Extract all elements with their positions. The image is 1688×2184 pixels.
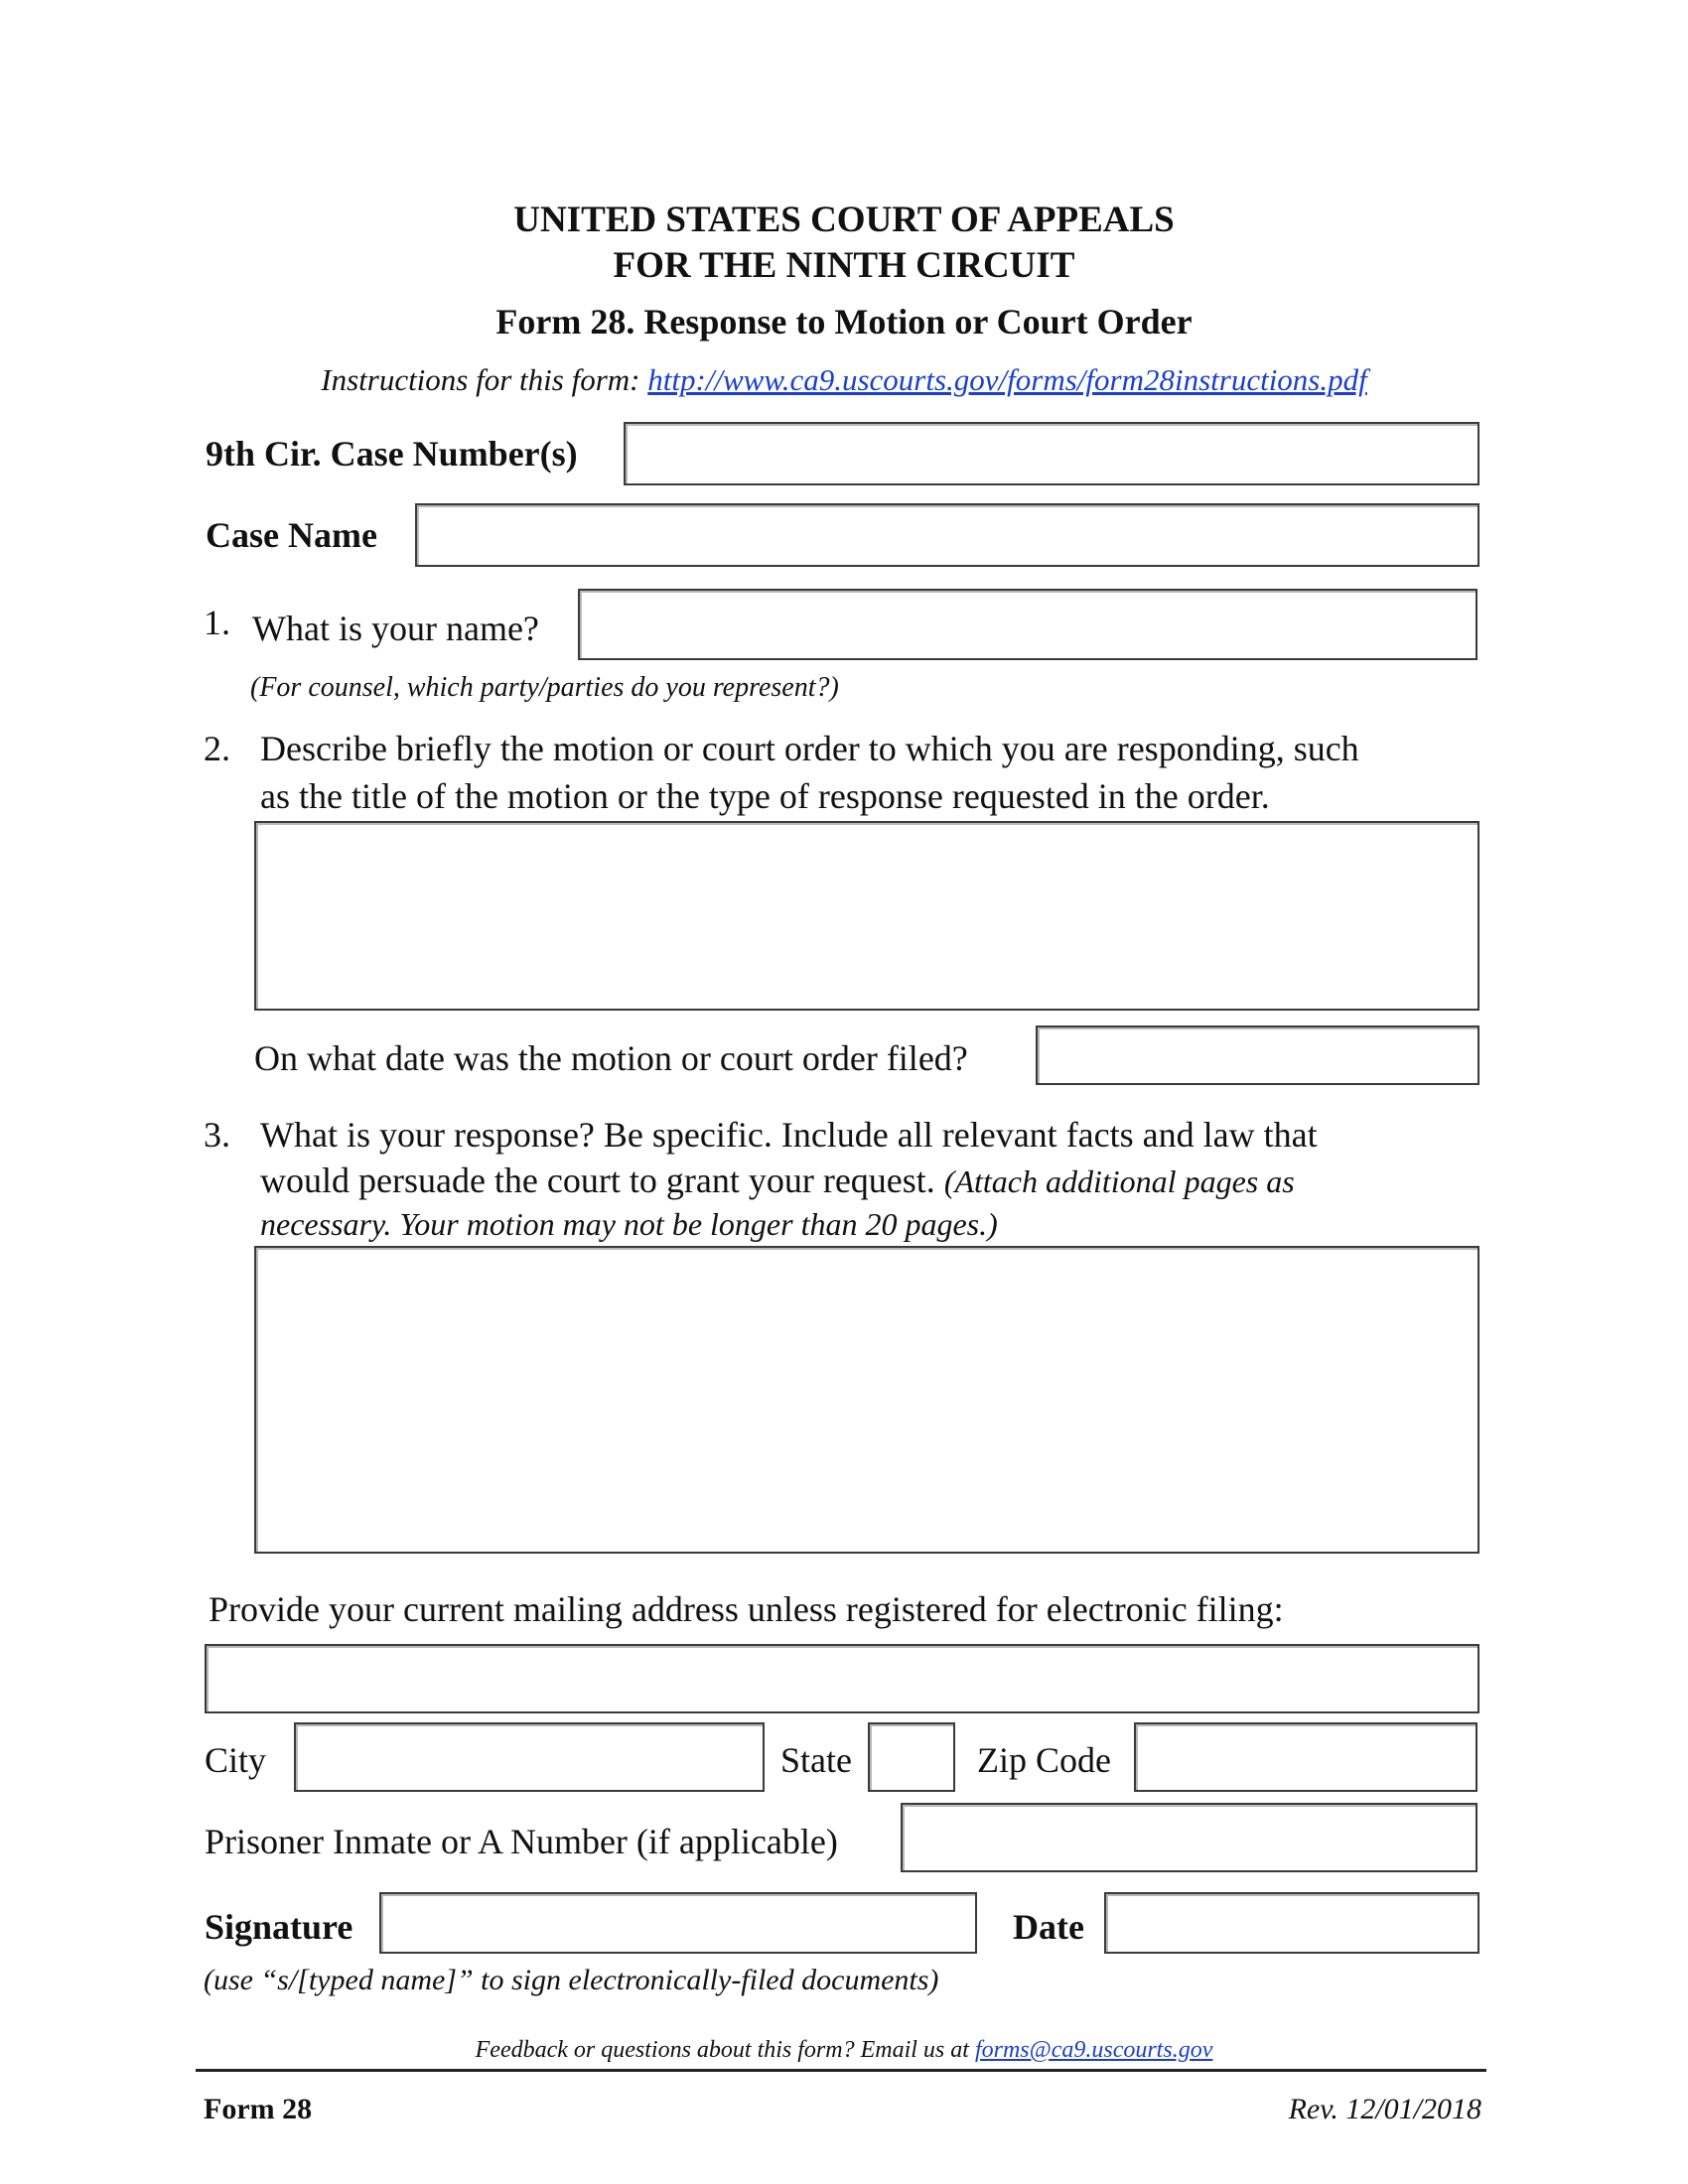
name-input[interactable] [578,589,1477,660]
case-number-label: 9th Cir. Case Number(s) [206,434,578,474]
zip-code-label: Zip Code [977,1740,1111,1780]
court-name-line2: FOR THE NINTH CIRCUIT [613,245,1075,286]
instructions-line [0,362,1688,398]
question-3-line2 [260,1160,1295,1201]
question-3-line2-text: would persuade the court to grant your request. [260,1160,935,1200]
question-2-number: 2. [204,729,230,768]
question-3-line1: What is your response? Be specific. Include all relevant facts and law that [260,1115,1318,1155]
footer-divider [196,2069,1486,2072]
question-3-number: 3. [204,1115,230,1155]
instructions-prefix: Instructions for this form: [321,362,640,397]
motion-description-textarea[interactable] [254,821,1479,1011]
state-label: State [780,1740,852,1780]
prisoner-number-input[interactable] [901,1803,1477,1872]
zip-code-input[interactable] [1134,1722,1477,1792]
city-label: City [205,1740,267,1780]
filed-date-label: On what date was the motion or court order filed? [254,1038,968,1078]
case-name-input[interactable] [415,503,1479,567]
question-2-line1: Describe briefly the motion or court order to which you are responding, such [260,729,1359,768]
court-name-line1: UNITED STATES COURT OF APPEALS [513,200,1175,240]
signature-date-label: Date [1013,1907,1084,1947]
feedback-line [0,2037,1688,2064]
signature-label: Signature [205,1907,353,1947]
state-input[interactable] [868,1722,955,1792]
city-input[interactable] [294,1722,765,1792]
question-1-note: (For counsel, which party/parties do you represent?) [250,672,839,703]
case-number-input[interactable] [624,422,1479,485]
instructions-link[interactable]: http://www.ca9.uscourts.gov/forms/form28instructions.pdf [647,362,1367,397]
response-textarea[interactable] [254,1246,1479,1554]
question-3-line2-note: (Attach additional pages as [943,1163,1295,1199]
signature-input[interactable] [379,1892,977,1954]
footer-revision: Rev. 12/01/2018 [1288,2093,1481,2125]
question-1-number: 1. [204,603,230,642]
question-1-label: What is your name? [252,609,539,648]
signature-note: (use “s/[typed name]” to sign electronically-filed documents) [204,1964,939,1996]
prisoner-number-label: Prisoner Inmate or A Number (if applicable) [205,1822,838,1861]
case-name-label: Case Name [206,515,377,555]
signature-date-input[interactable] [1104,1892,1479,1954]
feedback-email-link[interactable]: forms@ca9.uscourts.gov [974,2037,1213,2063]
question-2-line2: as the title of the motion or the type of response requested in the order. [260,776,1270,816]
question-3-line3-note: necessary. Your motion may not be longer than 20 pages.) [260,1206,998,1242]
filed-date-input[interactable] [1036,1025,1479,1085]
feedback-text: Feedback or questions about this form? Email us at [475,2037,969,2063]
address-input[interactable] [205,1644,1479,1713]
footer-form-label: Form 28 [204,2093,313,2125]
address-label: Provide your current mailing address unless registered for electronic filing: [209,1589,1284,1629]
form-title: Form 28. Response to Motion or Court Order [495,302,1193,341]
